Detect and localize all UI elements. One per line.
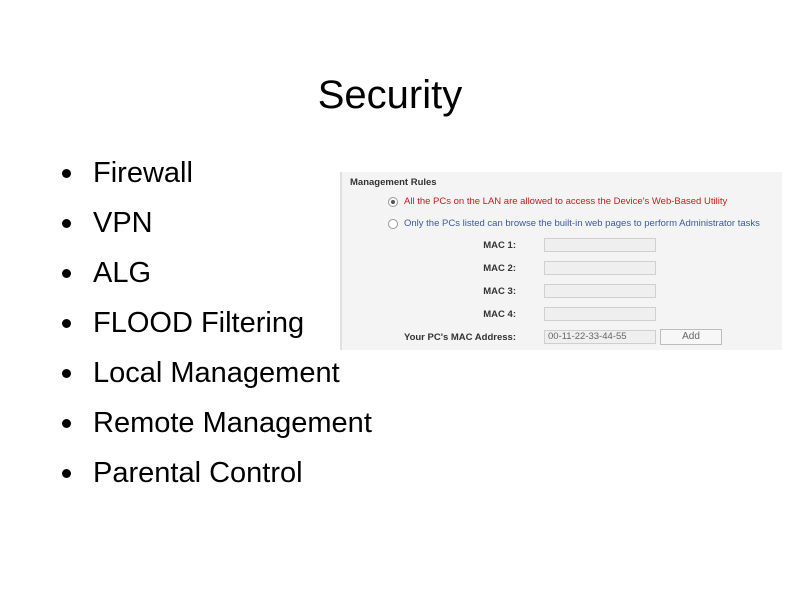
bullet-item-flood-filtering <box>60 298 372 348</box>
bullet-item-remote-management <box>60 398 372 448</box>
bullet-dot-icon <box>62 369 71 378</box>
bullet-item-vpn <box>60 198 372 248</box>
mac3-label: MAC 3: <box>483 286 516 297</box>
bullet-dot-icon <box>62 219 71 228</box>
bullet-text: Firewall <box>93 156 193 189</box>
bullet-text: ALG <box>93 256 152 289</box>
pc-mac-input[interactable]: 00-11-22-33-44-55 <box>544 330 656 344</box>
bullet-text: Remote Management <box>93 406 372 439</box>
radio-listed-pcs[interactable] <box>388 218 760 229</box>
bullet-list <box>60 148 372 498</box>
bullet-dot-icon <box>62 269 71 278</box>
bullet-dot-icon <box>62 419 71 428</box>
mac4-label: MAC 4: <box>483 309 516 320</box>
bullet-item-parental-control <box>60 448 372 498</box>
bullet-item-firewall <box>60 148 372 198</box>
bullet-text: VPN <box>93 206 153 239</box>
pc-mac-label: Your PC's MAC Address: <box>403 332 516 343</box>
bullet-item-local-management <box>60 348 372 398</box>
mac2-input[interactable] <box>544 261 656 275</box>
bullet-text: Local Management <box>93 356 340 389</box>
mac1-label: MAC 1: <box>483 240 516 251</box>
radio-unchecked-icon[interactable] <box>388 219 398 229</box>
mac4-input[interactable] <box>544 307 656 321</box>
bullet-dot-icon <box>62 169 71 178</box>
bullet-text: FLOOD Filtering <box>93 306 305 339</box>
mac3-input[interactable] <box>544 284 656 298</box>
mac1-input[interactable] <box>544 238 656 252</box>
management-rules-panel <box>340 172 782 350</box>
add-button[interactable]: Add <box>660 329 722 345</box>
radio-checked-icon[interactable] <box>388 197 398 207</box>
panel-title: Management Rules <box>350 177 437 188</box>
bullet-text: Parental Control <box>93 456 303 489</box>
bullet-dot-icon <box>62 319 71 328</box>
radio-listed-pcs-label: Only the PCs listed can browse the built-in web pages to perform Administrator tasks <box>404 218 760 229</box>
bullet-dot-icon <box>62 469 71 478</box>
radio-all-pcs[interactable] <box>388 196 727 207</box>
bullet-item-alg <box>60 248 372 298</box>
slide-title: Security <box>317 73 463 117</box>
radio-all-pcs-label: All the PCs on the LAN are allowed to access the Device's Web-Based Utility <box>404 196 728 207</box>
mac2-label: MAC 2: <box>483 263 516 274</box>
